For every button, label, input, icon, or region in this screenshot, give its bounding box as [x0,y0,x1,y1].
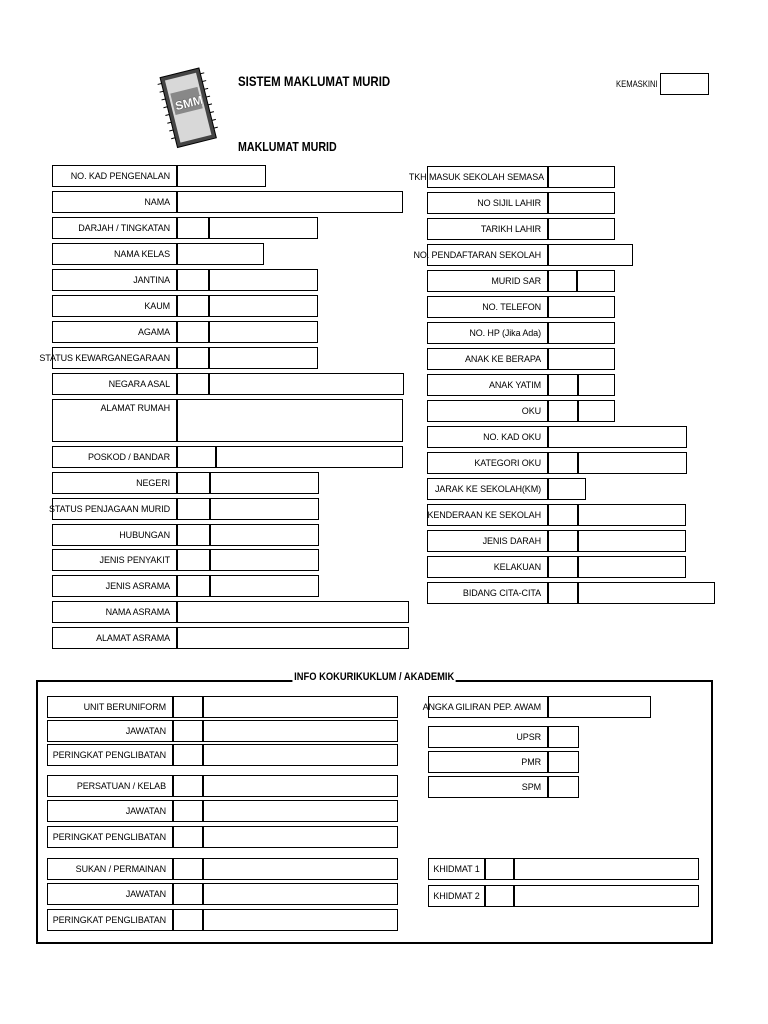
behaviour-code-field[interactable] [548,556,578,578]
illness-field[interactable] [210,549,319,571]
oku-field[interactable] [578,400,615,422]
postcode-field[interactable] [177,446,216,468]
behaviour-field[interactable] [578,556,686,578]
label-reg-no: NO. PENDAFTARAN SEKOLAH [427,244,548,266]
label-level-3: PERINGKAT PENGLIBATAN [47,909,173,931]
exam-no-field[interactable] [548,696,651,718]
position-2-field[interactable] [203,800,398,822]
label-address: ALAMAT RUMAH [52,399,177,442]
birth-cert-field[interactable] [548,192,615,214]
update-field[interactable] [660,73,709,95]
label-uniform: UNIT BERUNIFORM [47,696,173,718]
label-oku: OKU [427,400,548,422]
update-label: KEMASKINI [616,79,658,89]
gender-field[interactable] [209,269,318,291]
address-field[interactable] [177,399,403,442]
guardian-status-field[interactable] [210,498,319,520]
level-2-code-field[interactable] [173,826,203,848]
reg-no-field[interactable] [548,244,633,266]
vehicle-field[interactable] [578,504,686,526]
label-child-no: ANAK KE BERAPA [427,348,548,370]
label-name: NAMA [52,191,177,213]
label-upsr: UPSR [428,726,548,748]
name-field[interactable] [177,191,403,213]
hostel-name-field[interactable] [177,601,409,623]
label-postcode: POSKOD / BANDAR [52,446,177,468]
label-mobile: NO. HP (Jika Ada) [427,322,548,344]
ambition-code-field[interactable] [548,582,578,604]
label-position-3: JAWATAN [47,883,173,905]
level-1-field[interactable] [203,744,398,766]
service-2-code-field[interactable] [485,885,514,907]
enroll-date-field[interactable] [548,166,615,188]
citizenship-field[interactable] [209,347,318,369]
label-service-2: KHIDMAT 2 [428,885,485,907]
race-code-field[interactable] [177,295,209,317]
club-field[interactable] [203,775,398,797]
oku-card-field[interactable] [548,426,687,448]
label-origin: NEGARA ASAL [52,373,177,395]
label-position-1: JAWATAN [47,720,173,742]
sport-code-field[interactable] [173,858,203,880]
cocurricular-legend-wrap [36,671,713,687]
city-field[interactable] [216,446,403,468]
position-2-code-field[interactable] [173,800,203,822]
label-vehicle: KENDERAAN KE SEKOLAH [427,504,548,526]
label-pmr: PMR [428,751,548,773]
label-enroll-date: TKH MASUK SEKOLAH SEMASA [427,166,548,188]
label-position-2: JAWATAN [47,800,173,822]
relation-code-field[interactable] [177,524,210,546]
uniform-field[interactable] [203,696,398,718]
label-religion: AGAMA [52,321,177,343]
illness-code-field[interactable] [177,549,210,571]
spm-field[interactable] [548,776,579,798]
label-oku-category: KATEGORI OKU [427,452,548,474]
label-level-1: PERINGKAT PENGLIBATAN [47,744,173,766]
label-sport: SUKAN / PERMAINAN [47,858,173,880]
origin-code-field[interactable] [177,373,209,395]
cocurricular-legend: INFO KOKURIKUKLUM / AKADEMIK [293,671,457,687]
service-2-field[interactable] [514,885,699,907]
oku-category-code-field[interactable] [548,452,578,474]
grade-code-field[interactable] [177,217,209,239]
system-title: SISTEM MAKLUMAT MURID [238,73,391,89]
service-1-code-field[interactable] [485,858,514,880]
label-blood: JENIS DARAH [427,530,548,552]
level-3-code-field[interactable] [173,909,203,931]
label-citizenship: STATUS KEWARGANEGARAAN [52,347,177,369]
label-exam-no: ANGKA GILIRAN PEP. AWAM [428,696,548,718]
label-ambition: BIDANG CITA-CITA [427,582,548,604]
mobile-field[interactable] [548,322,615,344]
religion-field[interactable] [209,321,318,343]
sar-code-field[interactable] [548,270,577,292]
label-gender: JANTINA [52,269,177,291]
logo [158,60,216,154]
origin-field[interactable] [209,373,404,395]
child-no-field[interactable] [548,348,615,370]
upsr-field[interactable] [548,726,579,748]
label-oku-card: NO. KAD OKU [427,426,548,448]
label-service-1: KHIDMAT 1 [428,858,485,880]
orphan-field[interactable] [578,374,615,396]
oku-code-field[interactable] [548,400,578,422]
uniform-code-field[interactable] [173,696,203,718]
label-state: NEGERI [52,472,177,494]
label-hostel-type: JENIS ASRAMA [52,575,177,597]
sport-field[interactable] [203,858,398,880]
service-1-field[interactable] [514,858,699,880]
guardian-status-code-field[interactable] [177,498,210,520]
pmr-field[interactable] [548,751,579,773]
label-level-2: PERINGKAT PENGLIBATAN [47,826,173,848]
level-3-field[interactable] [203,909,398,931]
logo-text: SMM [173,92,205,114]
race-field[interactable] [209,295,318,317]
label-hostel-address: ALAMAT ASRAMA [52,627,177,649]
label-spm: SPM [428,776,548,798]
label-orphan: ANAK YATIM [427,374,548,396]
label-hostel-name: NAMA ASRAMA [52,601,177,623]
label-birth-cert: NO SIJIL LAHIR [427,192,548,214]
state-field[interactable] [210,472,319,494]
oku-category-field[interactable] [578,452,687,474]
vehicle-code-field[interactable] [548,504,578,526]
position-3-code-field[interactable] [173,883,203,905]
blood-code-field[interactable] [548,530,578,552]
birth-date-field[interactable] [548,218,615,240]
ambition-field[interactable] [578,582,715,604]
orphan-code-field[interactable] [548,374,578,396]
label-ic: NO. KAD PENGENALAN [52,165,177,187]
grade-field[interactable] [209,217,318,239]
label-club: PERSATUAN / KELAB [47,775,173,797]
phone-field[interactable] [548,296,615,318]
religion-code-field[interactable] [177,321,209,343]
hostel-type-field[interactable] [210,575,319,597]
hostel-address-field[interactable] [177,627,409,649]
distance-field[interactable] [548,478,586,500]
class-field[interactable] [177,243,264,265]
section-title: MAKLUMAT MURID [238,139,337,154]
label-race: KAUM [52,295,177,317]
sar-field[interactable] [577,270,615,292]
level-1-code-field[interactable] [173,744,203,766]
state-code-field[interactable] [177,472,210,494]
gender-code-field[interactable] [177,269,209,291]
label-relation: HUBUNGAN [52,524,177,546]
position-1-field[interactable] [203,720,398,742]
label-birth-date: TARIKH LAHIR [427,218,548,240]
label-class: NAMA KELAS [52,243,177,265]
label-distance: JARAK KE SEKOLAH(KM) [427,478,548,500]
label-sar: MURID SAR [427,270,548,292]
label-guardian-status: STATUS PENJAGAAN MURID [52,498,177,520]
ic-field[interactable] [177,165,266,187]
relation-field[interactable] [210,524,319,546]
blood-field[interactable] [578,530,686,552]
club-code-field[interactable] [173,775,203,797]
citizenship-code-field[interactable] [177,347,209,369]
position-1-code-field[interactable] [173,720,203,742]
label-illness: JENIS PENYAKIT [52,549,177,571]
label-behaviour: KELAKUAN [427,556,548,578]
level-2-field[interactable] [203,826,398,848]
label-phone: NO. TELEFON [427,296,548,318]
hostel-type-code-field[interactable] [177,575,210,597]
label-grade: DARJAH / TINGKATAN [52,217,177,239]
position-3-field[interactable] [203,883,398,905]
